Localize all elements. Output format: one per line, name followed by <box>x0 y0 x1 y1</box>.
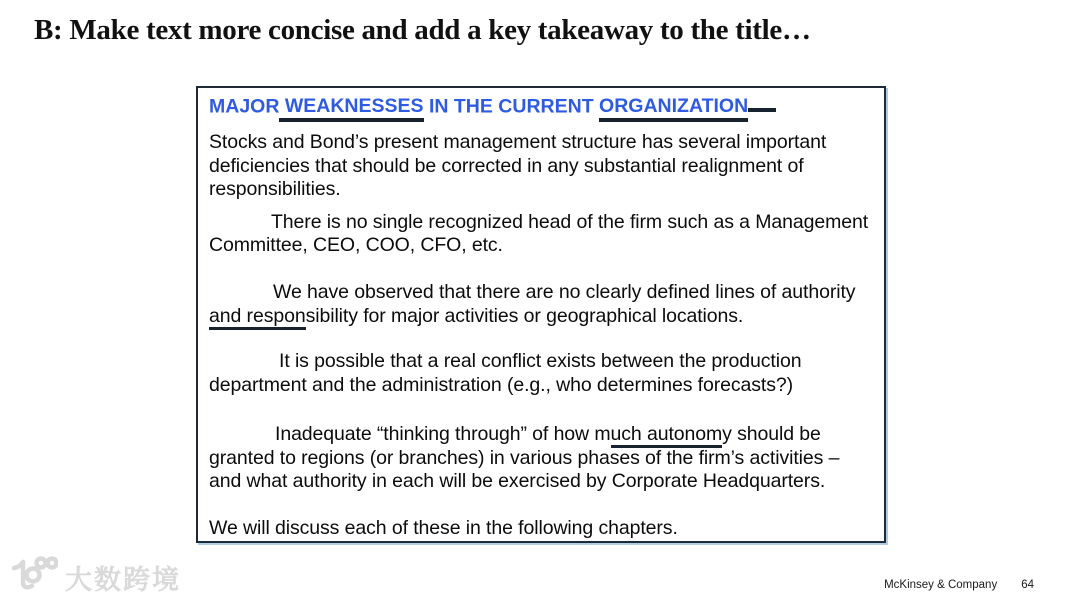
text-line: deficiencies that should be corrected in any substantial realignment of <box>209 154 804 177</box>
text-line: department and the administration (e.g., who determines forecasts?) <box>209 373 794 396</box>
slide-footer <box>884 579 1034 591</box>
page-number: 64 <box>1021 579 1034 591</box>
heading-segment-underlined-organization: ORGANIZATION <box>599 95 748 122</box>
paragraph-deficiencies <box>209 131 873 201</box>
text-line: Stocks and Bond’s present management structure has several important <box>209 131 827 154</box>
heading-underline-extension <box>748 91 776 112</box>
watermark-text: 大数跨境 <box>65 565 181 595</box>
company-name: McKinsey & Company <box>884 579 998 591</box>
heading-segment-underlined-weaknesses: WEAKNESSES <box>279 95 423 122</box>
text-underlined: and respon <box>209 305 306 330</box>
document-heading <box>209 91 873 118</box>
paragraph-lines-of-authority <box>209 281 873 328</box>
text-underlined: uch autonom <box>611 423 723 448</box>
page-title: B: Make text more concise and add a key takeaway to the title… <box>34 14 811 46</box>
paragraph-inadequate-thinking <box>209 423 873 493</box>
text-line: and what authority in each will be exercised by Corporate Headquarters. <box>209 469 826 492</box>
text-line: Committee, CEO, COO, CFO, etc. <box>209 234 503 257</box>
document-box <box>196 86 886 543</box>
text-line: There is no single recognized head of the firm such as a Management <box>271 210 869 233</box>
heading-segment: IN THE CURRENT <box>423 95 600 118</box>
text-line: We will discuss each of these in the following chapters. <box>209 517 678 540</box>
text-line: responsibilities. <box>209 178 341 201</box>
paragraph-closing <box>209 517 873 540</box>
text-line: sibility for major activities or geographical locations. <box>305 304 744 327</box>
watermark <box>10 555 181 600</box>
paragraph-real-conflict <box>209 350 873 397</box>
text-line: y should be <box>722 423 821 446</box>
heading-segment: MAJOR <box>209 95 280 118</box>
text-line: granted to regions (or branches) in various phases of the firm’s activities – <box>209 446 840 469</box>
text-line: It is possible that a real conflict exists between the production <box>279 350 802 373</box>
text-line: We have observed that there are no clearly defined lines of authority <box>273 281 856 304</box>
paragraph-no-single-head <box>209 211 873 258</box>
text-line: Inadequate “thinking through” of how m <box>275 423 611 446</box>
watermark-100-logo-icon <box>10 555 58 600</box>
